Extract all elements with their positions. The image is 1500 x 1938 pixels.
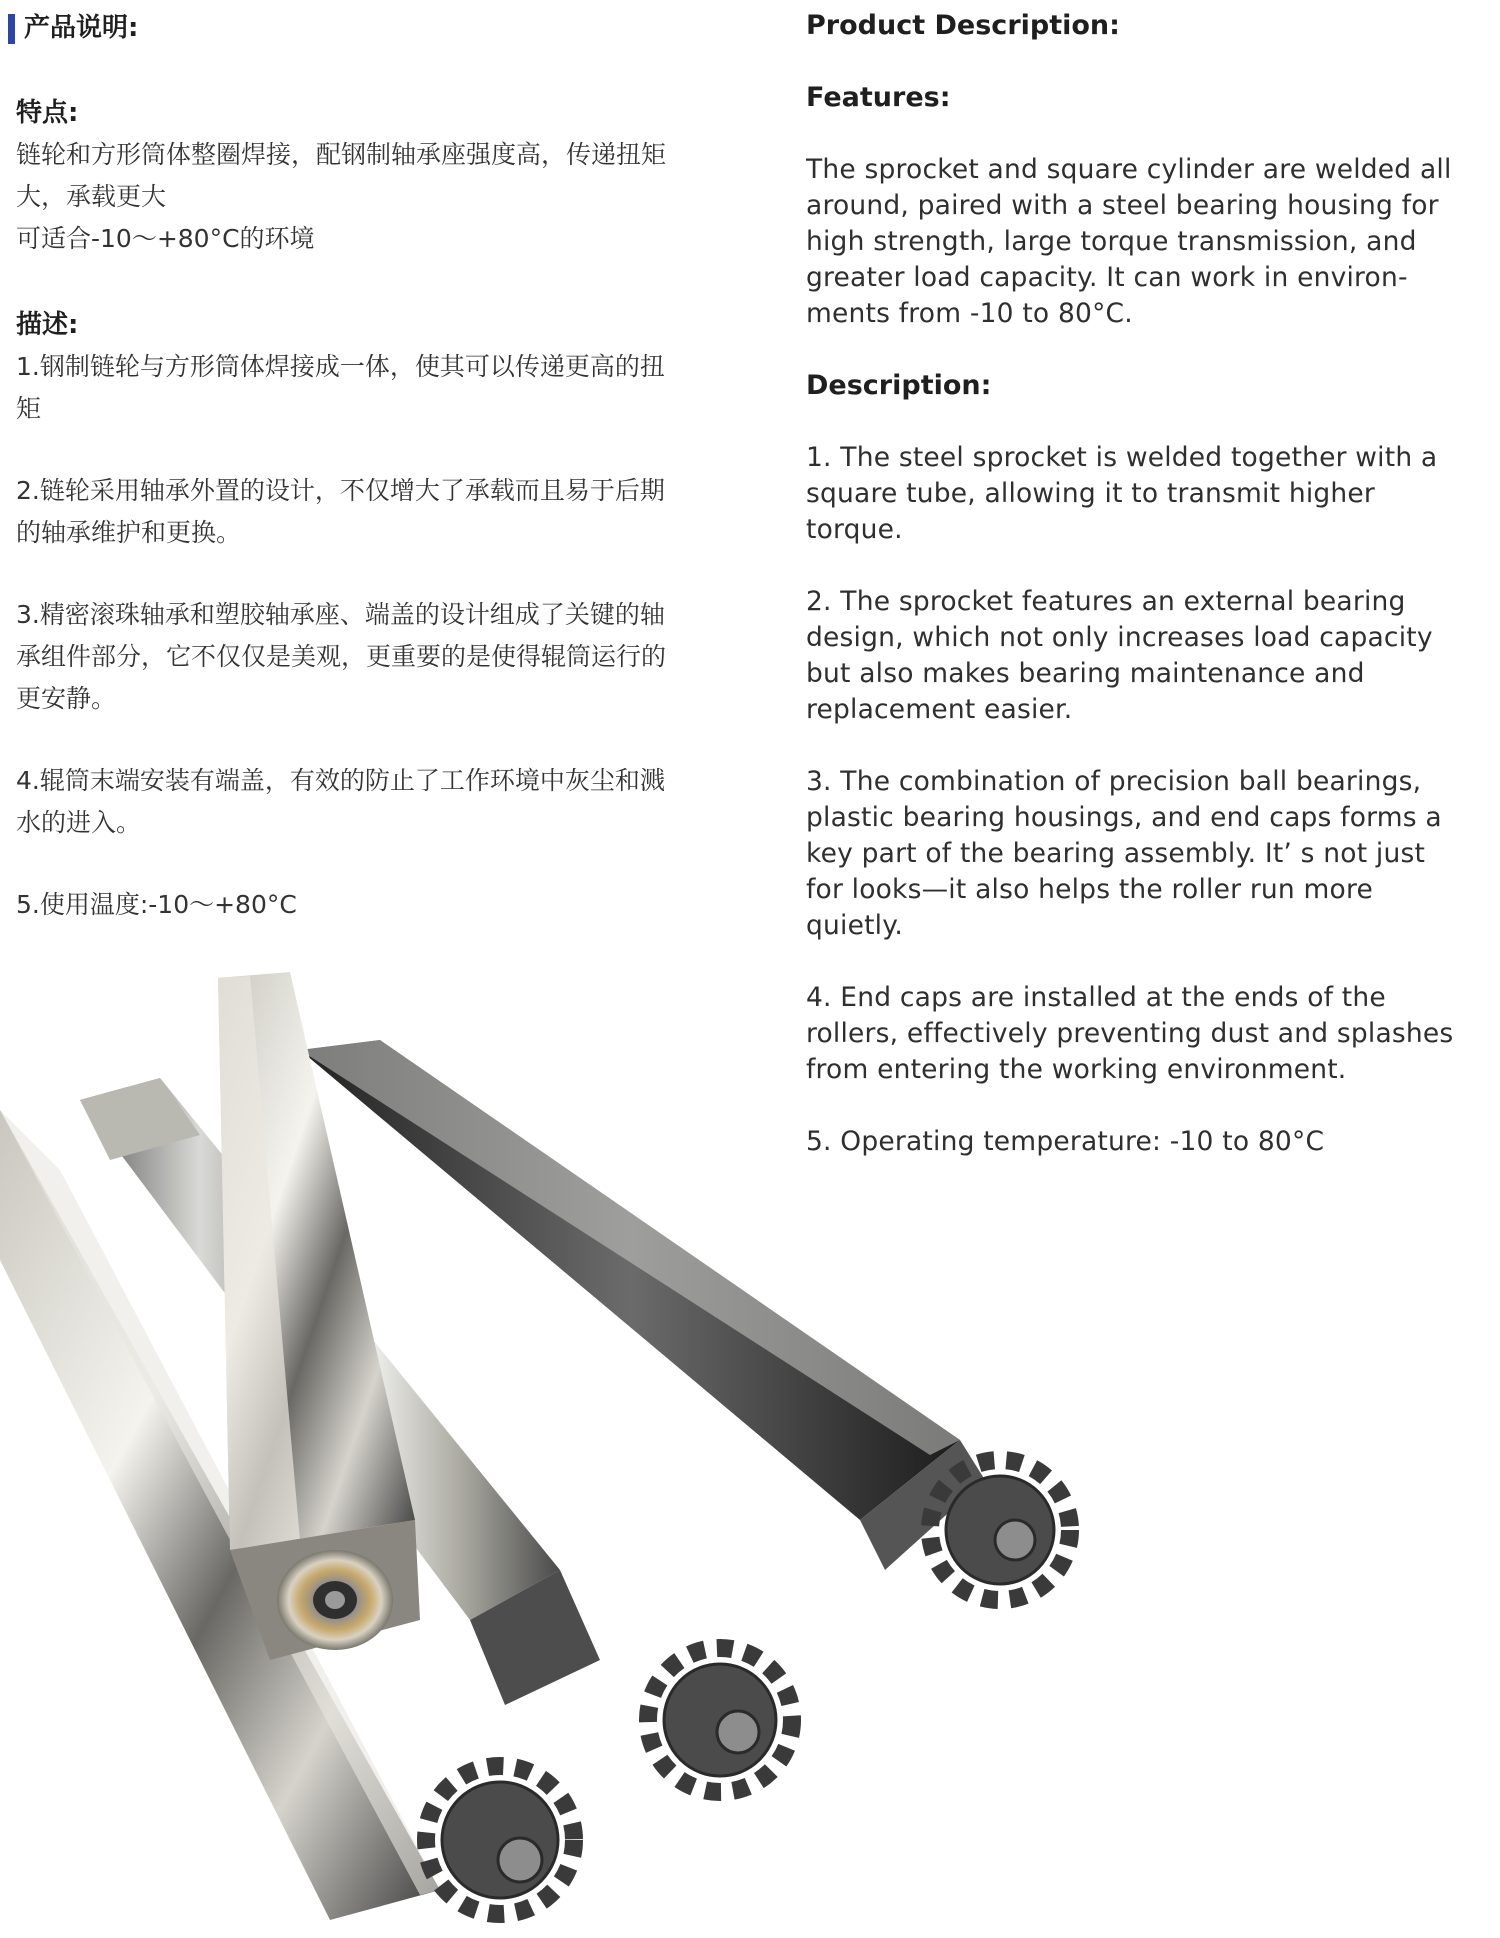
zh-item-3	[16, 594, 736, 720]
zh-features-heading: 特点:	[16, 98, 79, 128]
en-line: torque.	[806, 514, 903, 545]
zh-title-text: 产品说明:	[24, 13, 139, 43]
zh-item-line: 更安静。	[16, 684, 117, 713]
en-line: high strength, large torque transmission, and	[806, 226, 1417, 257]
en-item-1	[806, 440, 1476, 548]
zh-item-line: 1.钢制链轮与方形筒体焊接成一体，使其可以传递更高的扭	[16, 352, 665, 381]
zh-item-line: 4.辊筒末端安装有端盖，有效的防止了工作环境中灰尘和溅	[16, 766, 665, 795]
en-line: 4. End caps are installed at the ends of the	[806, 982, 1386, 1013]
bearing-end	[277, 1550, 393, 1650]
title-accent-bar	[8, 14, 15, 44]
zh-features-line: 链轮和方形筒体整圈焊接，配钢制轴承座强度高，传递扭矩	[16, 140, 667, 169]
zh-item-1	[16, 346, 736, 430]
zh-item-5	[16, 884, 736, 926]
zh-item-line: 矩	[16, 394, 42, 423]
en-line: quietly.	[806, 910, 903, 941]
en-line: greater load capacity. It can work in environ-	[806, 262, 1408, 293]
sprocket-bottom	[426, 1766, 574, 1914]
en-features-heading: Features:	[806, 82, 951, 113]
en-description-heading: Description:	[806, 370, 992, 401]
en-line: ments from -10 to 80°C.	[806, 298, 1133, 329]
zh-features-block	[16, 134, 736, 260]
en-line: rollers, effectively preventing dust and splashes	[806, 1018, 1454, 1049]
zh-item-2	[16, 470, 736, 554]
product-photo-roller-bars	[0, 960, 1090, 1938]
en-line: The sprocket and square cylinder are welded all	[806, 154, 1452, 185]
en-line: 5. Operating temperature: -10 to 80°C	[806, 1126, 1325, 1157]
en-line: from entering the working environment.	[806, 1054, 1347, 1085]
chinese-column	[16, 8, 736, 926]
zh-page-title	[16, 8, 736, 48]
en-line: plastic bearing housings, and end caps forms a	[806, 802, 1442, 833]
en-line: around, paired with a steel bearing housing for	[806, 190, 1439, 221]
en-line: for looks—it also helps the roller run more	[806, 874, 1373, 905]
en-line: but also makes bearing maintenance and	[806, 658, 1365, 689]
en-item-2	[806, 584, 1476, 728]
zh-item-line: 承组件部分，它不仅仅是美观，更重要的是使得辊筒运行的	[16, 642, 667, 671]
en-page-title: Product Description:	[806, 10, 1120, 41]
zh-description-heading: 描述:	[16, 310, 79, 340]
zh-item-4	[16, 760, 736, 844]
en-line: key part of the bearing assembly. It’ s not just	[806, 838, 1426, 869]
en-features-paragraph	[806, 152, 1476, 332]
zh-features-line: 大，承载更大	[16, 182, 167, 211]
zh-item-line: 3.精密滚珠轴承和塑胶轴承座、端盖的设计组成了关键的轴	[16, 600, 665, 629]
en-line: square tube, allowing it to transmit higher	[806, 478, 1376, 509]
en-line: 1. The steel sprocket is welded together with a	[806, 442, 1438, 473]
zh-item-line: 2.链轮采用轴承外置的设计，不仅增大了承载而且易于后期	[16, 476, 665, 505]
zh-item-line: 水的进入。	[16, 808, 142, 837]
en-line: replacement easier.	[806, 694, 1073, 725]
en-line: 2. The sprocket features an external bearing	[806, 586, 1406, 617]
en-item-3	[806, 764, 1476, 944]
en-line: design, which not only increases load capacity	[806, 622, 1433, 653]
en-line: 3. The combination of precision ball bearings,	[806, 766, 1422, 797]
zh-item-line: 5.使用温度:-10～+80°C	[16, 890, 297, 919]
zh-item-line: 的轴承维护和更换。	[16, 518, 242, 547]
zh-features-line: 可适合-10～+80°C的环境	[16, 224, 315, 253]
sprocket-middle	[648, 1648, 792, 1792]
